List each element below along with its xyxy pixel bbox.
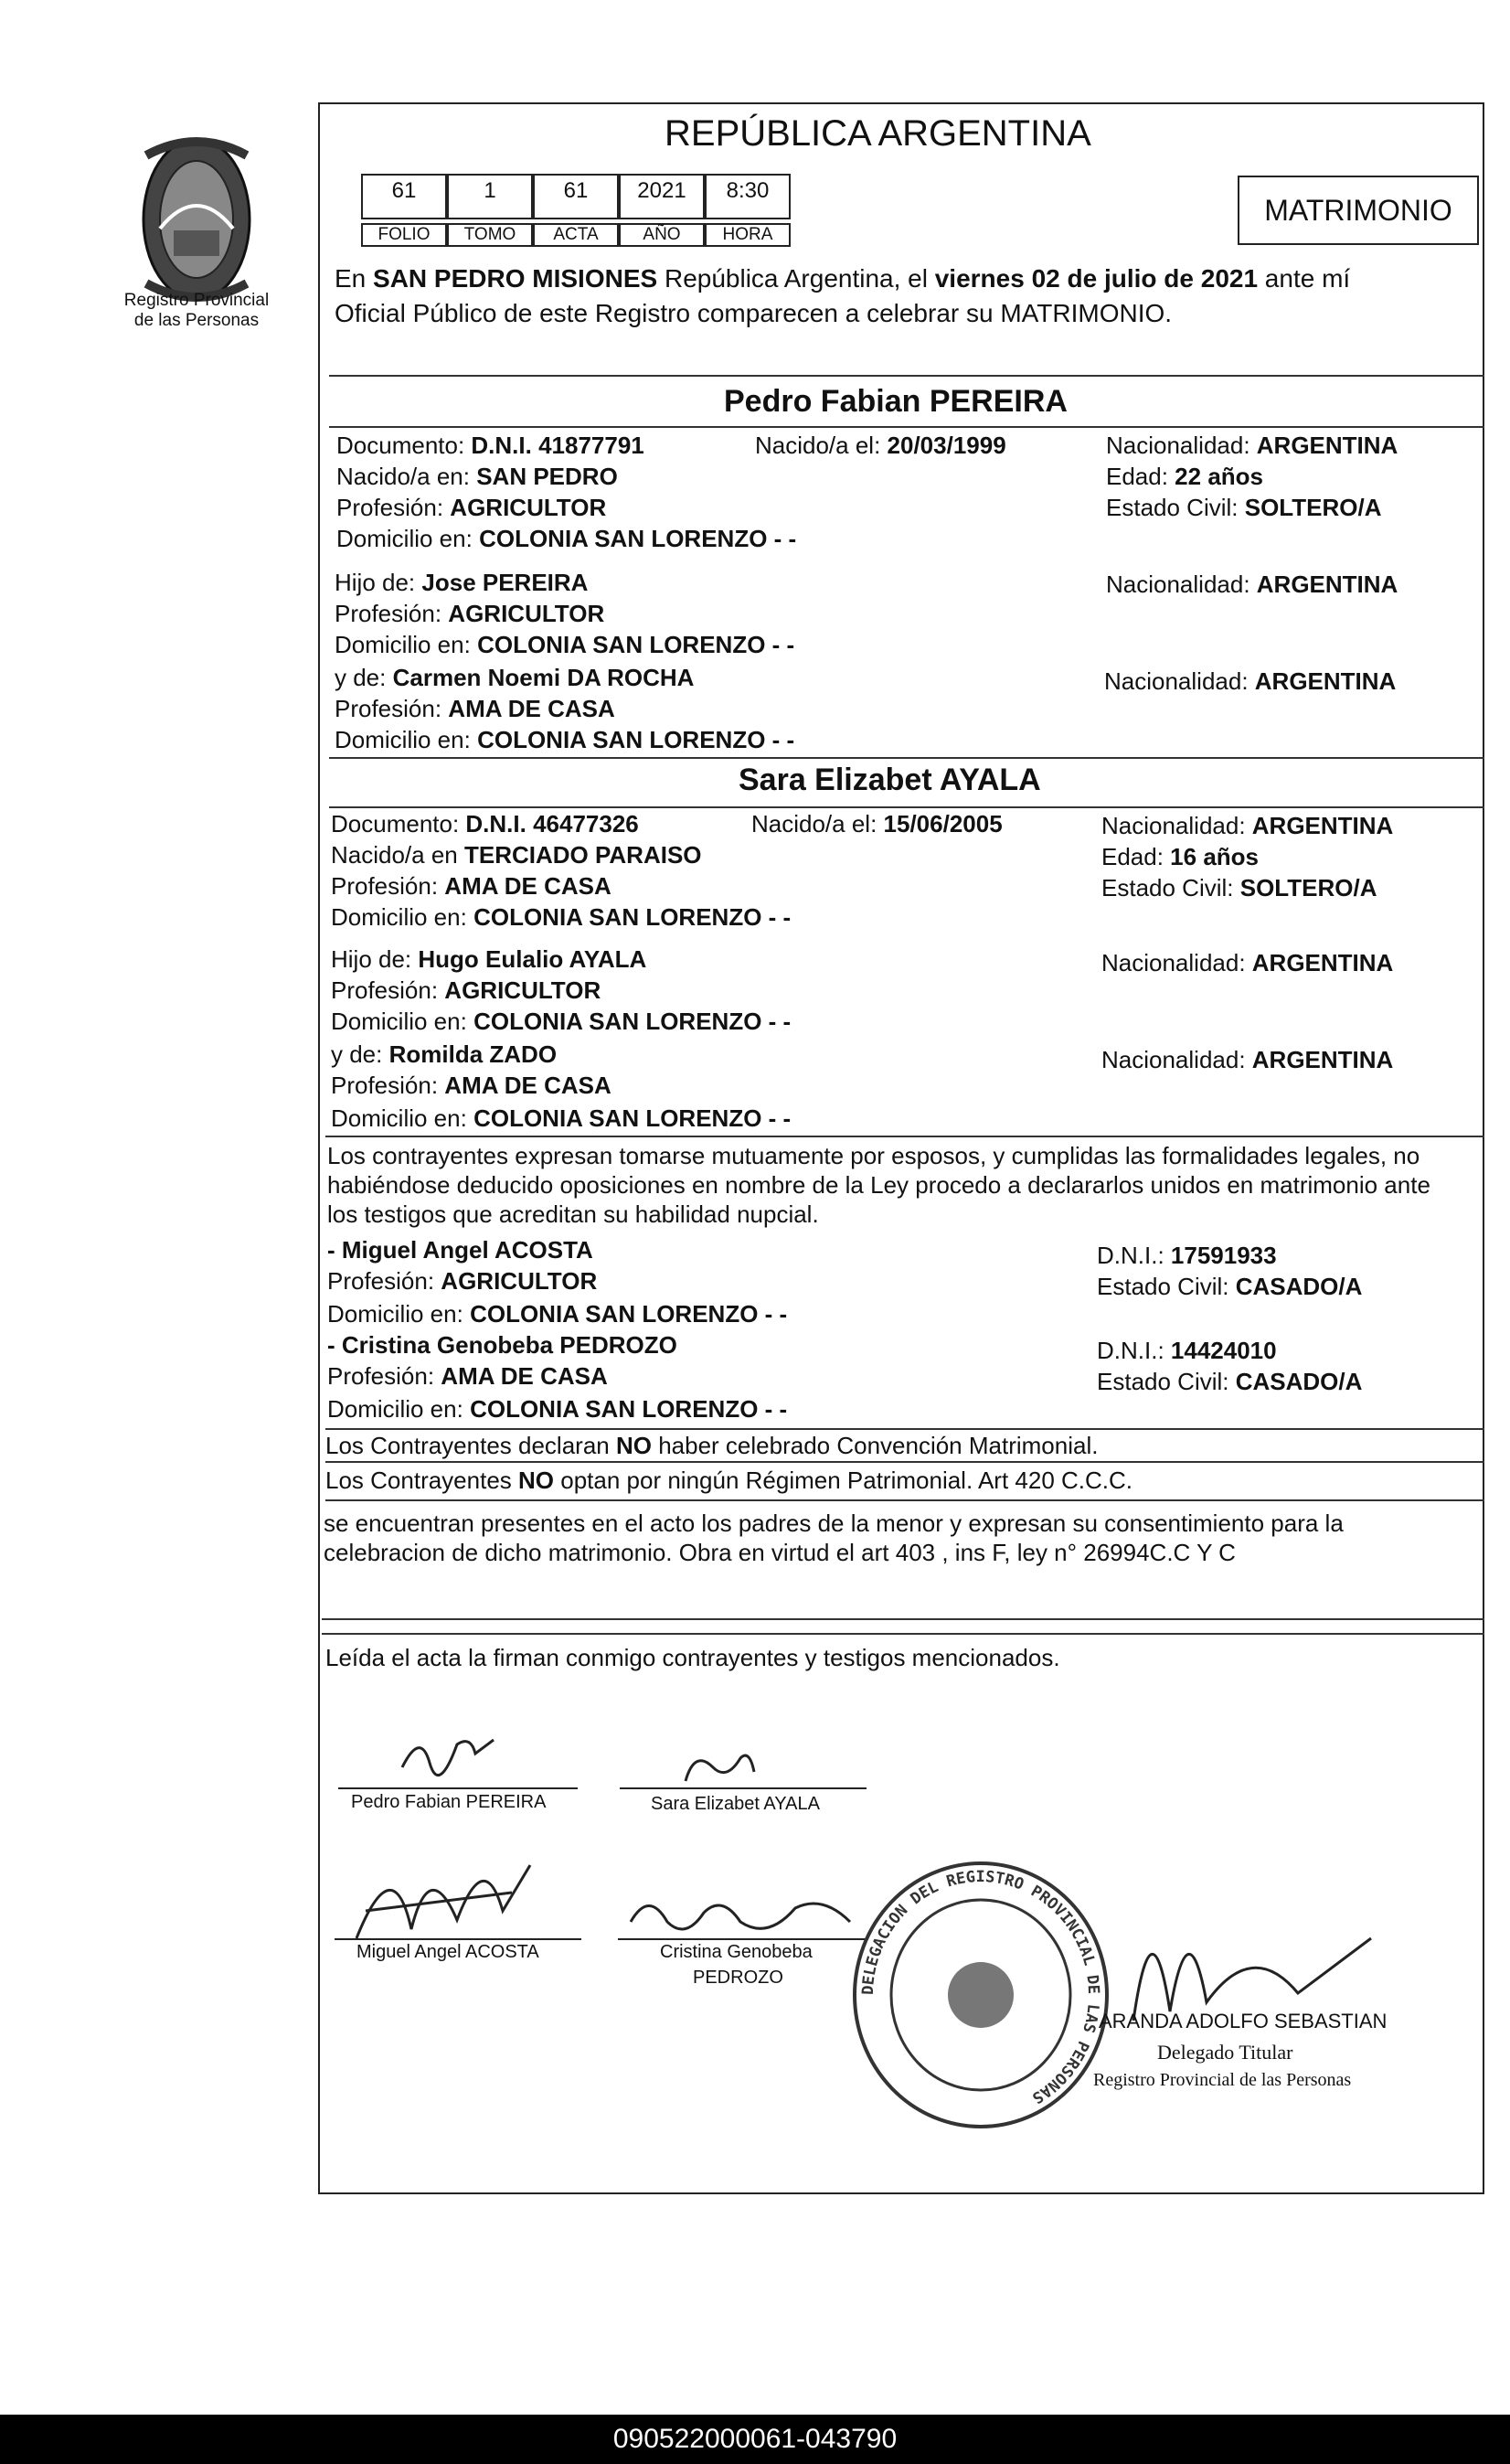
spouse2-birthdate: Nacido/a el: 15/06/2005	[751, 810, 1003, 837]
matrimonio-box: MATRIMONIO	[1238, 176, 1479, 245]
declaration-line2: habiéndose deducido oposiciones en nombre de la Ley procedo a declararlos unidos en matrimonio ante	[327, 1171, 1430, 1199]
intro-text-c: ante mí	[1258, 264, 1351, 293]
barcode-strip	[0, 2415, 1510, 2464]
consent-line1: se encuentran presentes en el acto los padres de la menor y expresan su consentimiento para la	[324, 1509, 1344, 1537]
ano-label: AÑO	[619, 223, 705, 247]
acta-value: 61	[533, 174, 619, 219]
acta-label: ACTA	[533, 223, 619, 247]
spouse1-address: Domicilio en: COLONIA SAN LORENZO - -	[336, 525, 797, 552]
province-logo	[119, 128, 274, 311]
official-name: ARANDA ADOLFO SEBASTIAN	[1099, 2010, 1388, 2032]
witness2-address: Domicilio en: COLONIA SAN LORENZO - -	[327, 1395, 788, 1423]
intro-text-b: República Argentina, el	[657, 264, 935, 293]
coat-of-arms-icon	[119, 128, 274, 311]
signature-caption-pedro: Pedro Fabian PEREIRA	[351, 1792, 547, 1812]
closing-statement: Leída el acta la firman conmigo contrayentes y testigos mencionados.	[325, 1644, 1060, 1671]
witness2-civil-status: Estado Civil: CASADO/A	[1097, 1368, 1363, 1395]
signature-caption-miguel: Miguel Angel ACOSTA	[356, 1942, 539, 1962]
spouse1-mother-nationality: Nacionalidad: ARGENTINA	[1104, 667, 1397, 695]
spouse1-nationality: Nacionalidad: ARGENTINA	[1106, 432, 1398, 459]
regime-statement: Los Contrayentes NO optan por ningún Régimen Patrimonial. Art 420 C.C.C.	[325, 1467, 1133, 1494]
divider	[325, 1499, 1484, 1501]
spouse2-father-address: Domicilio en: COLONIA SAN LORENZO - -	[331, 1008, 792, 1035]
official-role: Delegado Titular	[1157, 2041, 1293, 2064]
spouse1-mother: y de: Carmen Noemi DA ROCHA	[335, 664, 695, 691]
consent-text	[324, 1509, 1483, 1567]
signature-caption-cristina-2: PEDROZO	[693, 1968, 783, 1988]
barcode-number: 090522000061-043790	[612, 2424, 898, 2454]
declaration-text	[327, 1141, 1483, 1229]
spouse2-mother-nationality: Nacionalidad: ARGENTINA	[1101, 1046, 1394, 1073]
spouse1-name: Pedro Fabian PEREIRA	[724, 384, 1068, 419]
spouse1-birthdate: Nacido/a el: 20/03/1999	[755, 432, 1006, 459]
convention-statement: Los Contrayentes declaran NO haber celebrado Convención Matrimonial.	[325, 1432, 1099, 1459]
spouse1-age: Edad: 22 años	[1106, 463, 1263, 490]
declaration-line3: los testigos que acreditan su habilidad nupcial.	[327, 1200, 819, 1228]
spouse2-father-nationality: Nacionalidad: ARGENTINA	[1101, 949, 1394, 976]
witness1-address: Domicilio en: COLONIA SAN LORENZO - -	[327, 1300, 788, 1328]
spouse1-father-address: Domicilio en: COLONIA SAN LORENZO - -	[335, 631, 795, 658]
spouse1-father-nationality: Nacionalidad: ARGENTINA	[1106, 571, 1398, 598]
spouse2-civil-status: Estado Civil: SOLTERO/A	[1101, 874, 1377, 901]
seal-text: DELEGACION DEL REGISTRO PROVINCIAL DE LAS PERSONAS	[858, 1867, 1103, 2107]
divider	[322, 1633, 1484, 1635]
tomo-value: 1	[447, 174, 533, 219]
signature-line	[620, 1787, 867, 1789]
divider	[329, 806, 1484, 808]
divider	[325, 1461, 1484, 1463]
witness2-name: - Cristina Genobeba PEDROZO	[327, 1331, 677, 1359]
intro-date: viernes 02 de julio de 2021	[934, 264, 1259, 293]
signature-sara	[676, 1744, 759, 1790]
folio-value: 61	[361, 174, 447, 219]
spouse2-age: Edad: 16 años	[1101, 843, 1259, 870]
logo-caption-line1: Registro Provincial	[123, 291, 270, 310]
witness2-profession: Profesión: AMA DE CASA	[327, 1362, 608, 1390]
signature-pedro	[393, 1726, 503, 1781]
signature-line	[338, 1787, 578, 1789]
witness1-profession: Profesión: AGRICULTOR	[327, 1267, 598, 1295]
spouse2-father-profession: Profesión: AGRICULTOR	[331, 976, 601, 1004]
tomo-label: TOMO	[447, 223, 533, 247]
official-office: Registro Provincial de las Personas	[1093, 2070, 1352, 2090]
spouse2-father: Hijo de: Hugo Eulalio AYALA	[331, 945, 647, 973]
hora-label: HORA	[705, 223, 791, 247]
ano-value: 2021	[619, 174, 705, 219]
divider	[329, 375, 1484, 377]
spouse2-address: Domicilio en: COLONIA SAN LORENZO - -	[331, 903, 792, 931]
intro-text-a: En	[335, 264, 374, 293]
spouse1-civil-status: Estado Civil: SOLTERO/A	[1106, 494, 1382, 521]
logo-caption-line2: de las Personas	[133, 311, 260, 330]
document-title: REPÚBLICA ARGENTINA	[665, 113, 1091, 154]
witness1-civil-status: Estado Civil: CASADO/A	[1097, 1273, 1363, 1300]
spouse2-document: Documento: D.N.I. 46477326	[331, 810, 639, 837]
spouse1-mother-profession: Profesión: AMA DE CASA	[335, 695, 615, 722]
logo-caption	[101, 291, 292, 331]
intro-place: SAN PEDRO MISIONES	[373, 264, 658, 293]
divider	[325, 1136, 1484, 1137]
spouse2-nationality: Nacionalidad: ARGENTINA	[1101, 812, 1394, 839]
hora-value: 8:30	[705, 174, 791, 219]
intro-line2: Oficial Público de este Registro comparecen a celebrar su MATRIMONIO.	[335, 299, 1173, 327]
divider	[329, 426, 1484, 428]
folio-label: FOLIO	[361, 223, 447, 247]
spouse1-birthplace: Nacido/a en: SAN PEDRO	[336, 463, 618, 490]
signature-line	[335, 1938, 581, 1940]
consent-line2: celebracion de dicho matrimonio. Obra en virtud el art 403 , ins F, ley n° 26994C.C Y C	[324, 1539, 1236, 1566]
spouse2-mother-profession: Profesión: AMA DE CASA	[331, 1072, 611, 1099]
spouse2-profession: Profesión: AMA DE CASA	[331, 872, 611, 900]
witness1-name: - Miguel Angel ACOSTA	[327, 1236, 593, 1264]
divider	[322, 1618, 1484, 1620]
divider	[329, 757, 1484, 759]
witness2-dni: D.N.I.: 14424010	[1097, 1337, 1277, 1364]
spouse2-mother-address: Domicilio en: COLONIA SAN LORENZO - -	[331, 1104, 792, 1132]
spouse1-document: Documento: D.N.I. 41877791	[336, 432, 644, 459]
spouse2-birthplace: Nacido/a en TERCIADO PARAISO	[331, 841, 702, 869]
spouse1-father-profession: Profesión: AGRICULTOR	[335, 600, 605, 627]
spouse1-father: Hijo de: Jose PEREIRA	[335, 569, 589, 596]
signature-caption-sara: Sara Elizabet AYALA	[651, 1794, 820, 1814]
signature-line	[618, 1938, 867, 1940]
official-seal	[848, 1858, 1113, 2132]
witness1-dni: D.N.I.: 17591933	[1097, 1242, 1277, 1269]
spouse1-profession: Profesión: AGRICULTOR	[336, 494, 607, 521]
intro-line1	[335, 265, 1350, 293]
signature-caption-cristina-1: Cristina Genobeba	[660, 1942, 813, 1962]
declaration-line1: Los contrayentes expresan tomarse mutuamente por esposos, y cumplidas las formalidades legales, no	[327, 1142, 1420, 1169]
spouse1-mother-address: Domicilio en: COLONIA SAN LORENZO - -	[335, 726, 795, 753]
spouse2-mother: y de: Romilda ZADO	[331, 1040, 558, 1068]
divider	[325, 1428, 1484, 1430]
spouse2-name: Sara Elizabet AYALA	[739, 763, 1041, 797]
